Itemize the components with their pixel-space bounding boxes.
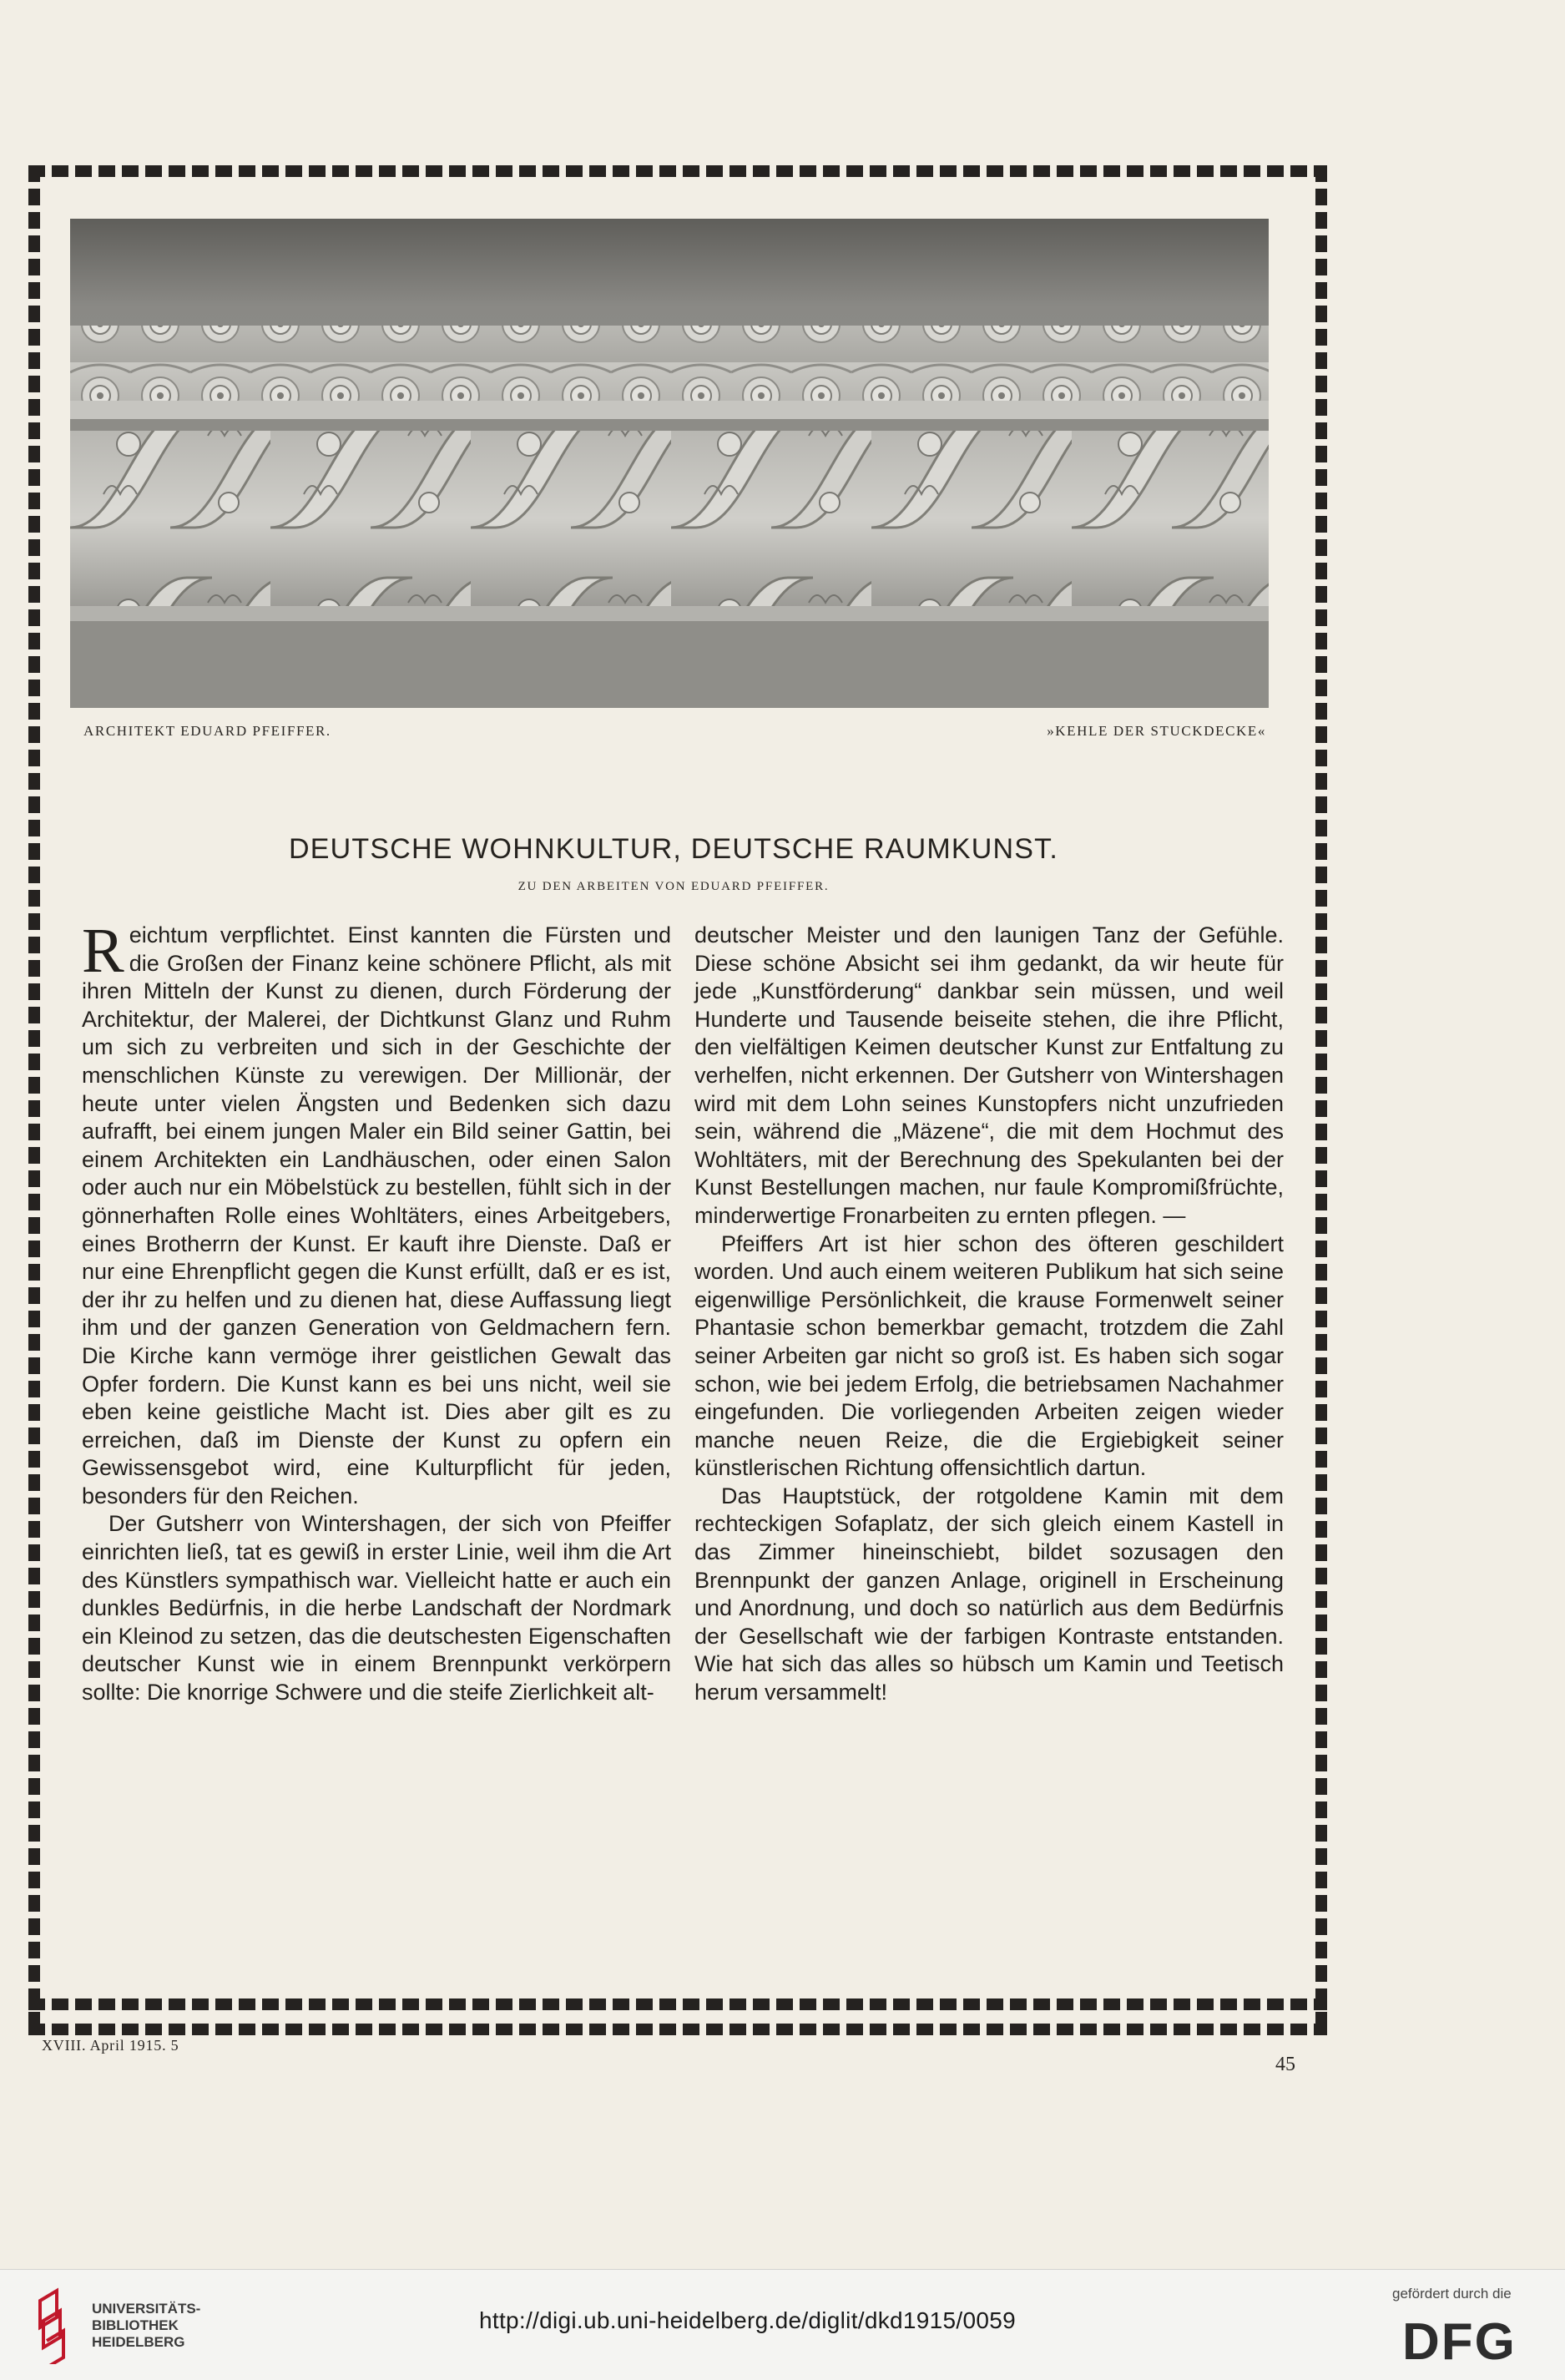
- paragraph: Der Gutsherr von Wintershagen, der sich von Pfeiffer einrichten ließ, tat es gewiß in erster Linie, weil ihm die Art des Künstlers sympathisch war. Vielleicht hatte er auch ein dunkles Bedürfnis, in die herbe Landschaft der Nordmark ein Kleinod zu setzen, das die deutschesten Eigenschaften deutscher Kunst wie in einem Brennpunkt verkörpern sollte: Die knorrige Schwere und die steife Zierlichkeit alt-: [82, 1511, 671, 1705]
- institution-line: HEIDELBERG: [92, 2334, 185, 2350]
- frame-border-bottom: [28, 1998, 1327, 2010]
- paragraph-text: eichtum verpflichtet. Einst kannten die Fürsten und die Großen der Finanz keine schönere Pflicht, als mit ihren Mitteln der Kunst zu dienen, durch Förderung der Architektur, der Malerei, der Dichtkunst Glanz und Ruhm um sich zu verbreiten und sich in der Geschichte der menschlichen Künste zu verewigen. Der Millionär, der heute unter vielen Ängsten und Bedenken sich dazu aufrafft, bei einem jungen Maler ein Bild seiner Gattin, bei einem Architekten ein Landhäuschen, oder einen Salon oder auch nur ein Möbelstück zu bestellen, fühlt sich in der gönnerhaften Rolle eines Wohltäters, eines Arbeitgebers, eines Brotherrn der Kunst. Er kauft ihre Dienste. Daß er nur eine Ehrenpflicht gegen die Kunst erfüllt, daß er es ist, der ihr zu helfen und zu dienen hat, diese Auffassung liegt ihm und der ganzen Generation von Geldmachern fern. Die Kirche kann vermöge ihrer geistlichen Gewalt das Opfer fordern. Die Kunst kann es bei uns nicht, weil sie eben keine geistliche Macht ist. Dies aber gilt es zu erreichen, daß im Dienste der Kunst zu opfern ein Gewissensgebot wird, eine Kulturpflicht für jeden, besonders für den Reichen.: [82, 922, 671, 1508]
- drop-cap: R: [82, 916, 124, 986]
- university-library-logo-icon[interactable]: [32, 2284, 82, 2364]
- frame-border-top: [28, 165, 1327, 177]
- sponsor-label: gefördert durch die: [1392, 2286, 1512, 2302]
- university-library-name[interactable]: [92, 2301, 200, 2351]
- paragraph: Pfeiffers Art ist hier schon des öfteren geschildert worden. Und auch einem weiteren Publikum hat sich seine eigenwillige Persönlichkeit, die krause Formenwelt seiner Phantasie schon bemerkbar gemacht, trotzdem die Zahl seiner Arbeiten gar nicht so groß ist. Es haben sich sogar schon, wie bei jedem Erfolg, die betriebsamen Nachahmer eingefunden. Die vorliegenden Arbeiten zeigen wieder manche neuen Reize, die die Ergiebigkeit seiner künstlerischen Richtung offensichtlich dartun.: [694, 1230, 1284, 1481]
- paragraph: [82, 916, 671, 1510]
- stucco-cornice-photo: [70, 219, 1269, 708]
- paragraph: Das Hauptstück, der rotgoldene Kamin mit dem rechteckigen Sofaplatz, der sich gleich einem Kastell in das Zimmer hineinschiebt, bildet sozusagen den Brennpunkt der ganzen Anlage, originell in Erscheinung und Anordnung, und doch so natürlich aus dem Bedürfnis der Gesellschaft wie der farbigen Kontraste entstanden. Wie hat sich das alles so hübsch um Kamin und Teetisch herum versammelt!: [694, 1483, 1284, 1705]
- frame-border-right: [1315, 165, 1327, 2035]
- frame-border-bottom-outer: [28, 2024, 1327, 2035]
- text-column-left: [82, 916, 671, 1707]
- dfg-logo[interactable]: DFG: [1402, 2313, 1517, 2371]
- frame-border-left: [28, 165, 40, 2035]
- article-title: DEUTSCHE WOHNKULTUR, DEUTSCHE RAUMKUNST.: [289, 833, 1058, 865]
- issue-line: XVIII. April 1915. 5: [42, 2037, 179, 2054]
- permalink-url[interactable]: http://digi.ub.uni-heidelberg.de/diglit/dkd1915/0059: [479, 2307, 1016, 2333]
- stucco-cornice-image: [70, 219, 1269, 708]
- institution-line: BIBLIOTHEK: [92, 2317, 179, 2333]
- institution-line: UNIVERSITÄTS-: [92, 2301, 201, 2317]
- text-column-right: [694, 922, 1284, 1707]
- paragraph: deutscher Meister und den launigen Tanz der Gefühle. Diese schöne Absicht sei ihm gedankt, da wir heute für jede „Kunstförderung“ dankbar sein müssen, und weil Hunderte und Tausende beiseite stehen, die ihre Pflicht, den vielfältigen Keimen deutscher Kunst zur Entfaltung zu verhelfen, nicht erkennen. Der Gutsherr von Wintershagen wird mit dem Lohn seines Kunstopfers nicht unzufrieden sein, während die „Mäzene“, die mit dem Hochmut des Wohltäters, mit der Berechnung des Spekulanten bei der Kunst Bestellungen machen, nur faule Kompromißfrüchte, minderwertige Fronarbeiten zu ernten pflegen. —: [694, 922, 1284, 1228]
- photo-caption-title: »KEHLE DER STUCKDECKE«: [1047, 723, 1266, 739]
- page-number: 45: [1275, 2054, 1295, 2075]
- article-subtitle: ZU DEN ARBEITEN VON EDUARD PFEIFFER.: [517, 880, 830, 893]
- photo-caption-architect: ARCHITEKT EDUARD PFEIFFER.: [83, 723, 331, 739]
